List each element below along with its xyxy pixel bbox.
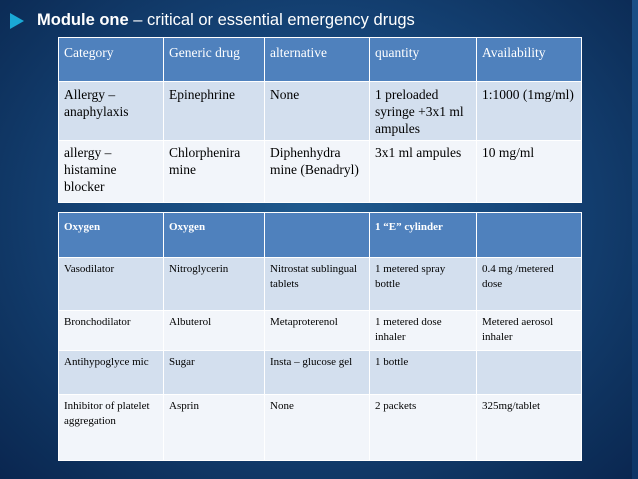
table-cell: Nitroglycerin xyxy=(164,258,265,311)
table-cell: Metered aerosol inhaler xyxy=(477,311,582,351)
table-cell: 1:1000 (1mg/ml) xyxy=(477,82,582,141)
title-rest: – critical or essential emergency drugs xyxy=(128,11,415,29)
slide-edge-accent xyxy=(632,0,638,479)
table-cell: Nitrostat sublingual tablets xyxy=(265,258,370,311)
slide-title xyxy=(37,11,415,30)
bullet-arrow-icon xyxy=(10,13,24,29)
table-cell: Albuterol xyxy=(164,311,265,351)
table-cell: 325mg/tablet xyxy=(477,395,582,461)
header-cell xyxy=(477,213,582,258)
table-cell: 1 metered spray bottle xyxy=(370,258,477,311)
header-cell: Generic drug xyxy=(164,38,265,82)
header-cell: Availability xyxy=(477,38,582,82)
table-row xyxy=(59,395,582,461)
table-header-row xyxy=(59,213,582,258)
table-row xyxy=(59,82,582,141)
table-cell: Bronchodilator xyxy=(59,311,164,351)
header-cell: Oxygen xyxy=(164,213,265,258)
drug-table-1 xyxy=(58,37,582,203)
table-cell: None xyxy=(265,395,370,461)
table-row xyxy=(59,258,582,311)
table-cell: Sugar xyxy=(164,351,265,395)
table-cell: Chlorphenira mine xyxy=(164,141,265,203)
table-row xyxy=(59,311,582,351)
table-cell: Vasodilator xyxy=(59,258,164,311)
table-cell: Diphenhydra mine (Benadryl) xyxy=(265,141,370,203)
table-cell: Inhibitor of platelet aggregation xyxy=(59,395,164,461)
table-cell xyxy=(477,351,582,395)
header-cell xyxy=(265,213,370,258)
table-cell: 1 metered dose inhaler xyxy=(370,311,477,351)
title-bold: Module one xyxy=(37,11,129,29)
table-cell: 1 bottle xyxy=(370,351,477,395)
header-cell: 1 “E” cylinder xyxy=(370,213,477,258)
table-row xyxy=(59,351,582,395)
table-cell: 1 preloaded syringe +3x1 ml ampules xyxy=(370,82,477,141)
table-cell: Metaproterenol xyxy=(265,311,370,351)
table-cell: None xyxy=(265,82,370,141)
header-cell: Category xyxy=(59,38,164,82)
header-cell: Oxygen xyxy=(59,213,164,258)
header-cell: alternative xyxy=(265,38,370,82)
table-cell: Insta – glucose gel xyxy=(265,351,370,395)
table-cell: Allergy – anaphylaxis xyxy=(59,82,164,141)
table-cell: 10 mg/ml xyxy=(477,141,582,203)
table-cell: Asprin xyxy=(164,395,265,461)
table-row xyxy=(59,141,582,203)
table-header-row xyxy=(59,38,582,82)
table-cell: 0.4 mg /metered dose xyxy=(477,258,582,311)
drug-table-2 xyxy=(58,212,582,461)
header-cell: quantity xyxy=(370,38,477,82)
table-cell: 3x1 ml ampules xyxy=(370,141,477,203)
table-cell: allergy – histamine blocker xyxy=(59,141,164,203)
table-cell: 2 packets xyxy=(370,395,477,461)
table-cell: Antihypoglyce mic xyxy=(59,351,164,395)
table-cell: Epinephrine xyxy=(164,82,265,141)
